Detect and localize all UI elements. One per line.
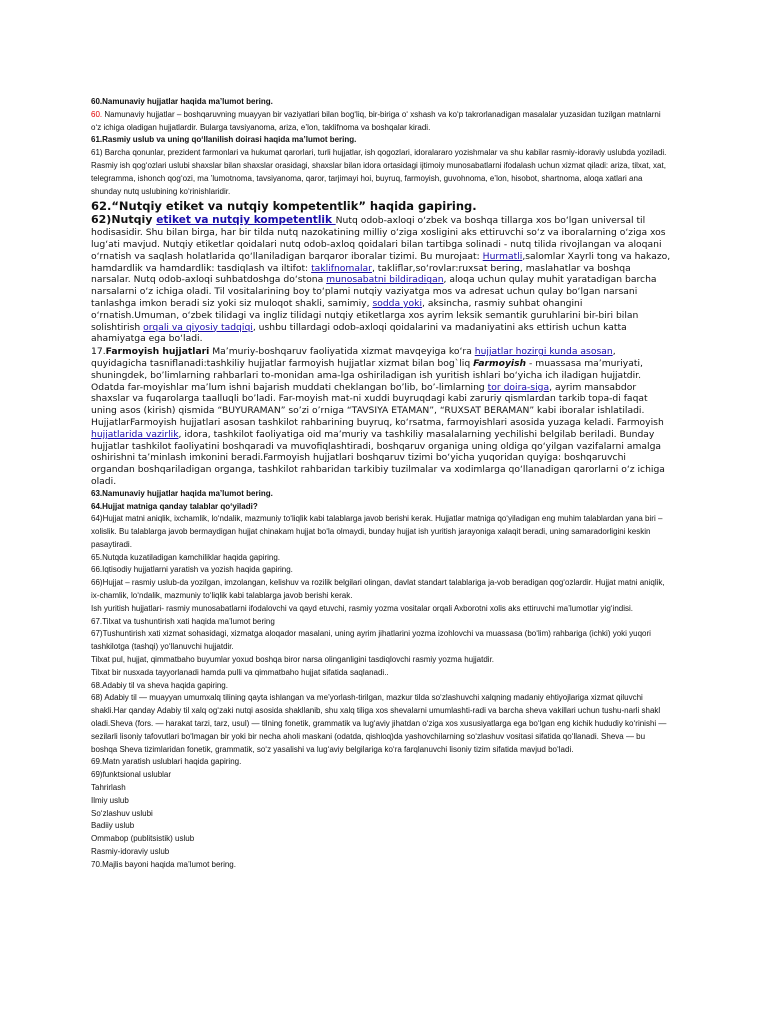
- q69-item: Tahrirlash: [91, 783, 126, 793]
- q17-text-2: , quyidagicha tasniflanadi:tashkiliy hujjatlar farmoyish hujjatlar xizmat bilan bog`liq: [91, 346, 616, 369]
- q69-item: 69)funktsional uslublar: [91, 770, 172, 780]
- q68-answer: 68) Adabiy til — muayyan umumxalq tilining qayta ishlangan va me’yorlash-tirilgan, mazkur tilda so‘zlashuvchi xalqning madaniy ehtiyojlariga xizmat qiluvchi shakli.Har qanday Adabiy til xalq og‘zaki nutqi asosida shakllanib, shu xalq tiliga xos shevalarni umumlashti-radi va barcha sheva vakillari uchun tushu-narli shakl oladi.Sheva (fors. — harakat tarzi, tarz, usul) — tilning fonetik, grammatik va lug‘aviy jihatdan o‘ziga xos xususiyatlarga ega bo‘lgan eng kichik hududiy ko‘rinishi — sezilarli lisoniy tafovutlari bo‘lmagan bir yoki bir necha aholi maskani (odatda, qishloq)da yashovchilarning so‘zlashuv vositasi sifatida qo‘llanadi. Sheva — bu boshqa Sheva tizimlaridan fonetik, grammatik, so‘z yasalishi va lug‘aviy belgilariga ko‘ra farqlanuvchi lisoniy tizim sifatida mavjud bo‘ladi.: [91, 693, 667, 754]
- q62-text-6: , ushbu tillardagi odob-axloqi qoidalarini va madaniyatini aks ettirish uchun katta ahamiyatga ega bo‘ladi.: [91, 321, 627, 345]
- q17-link-hujjatlar[interactable]: hujjatlar hozirgi kunda asosan: [474, 346, 613, 358]
- q69-item: So‘zlashuv uslubi: [91, 808, 153, 818]
- q60-title: 60.Namunaviy hujjatlar haqida ma’lumot bering.: [91, 97, 273, 106]
- q62-text-1: Nutq odob-axloqi o‘zbek va boshqa tillarga xos bo‘lgan universal til hodisasidir. Shu bilan birga, har bir tilda nutq nazokatining milliy o‘ziga xosligini aks ettiruvchi so‘z va iboralarning o‘ziga xos lug‘ati mavjud. Nutqiy etiketlar qoidalari nutq odob-axloq qoidalari bilan tartibga solinadi - nutq tilida rivojlangan va aloqani o‘rnatish va saqlash holatlarida qo‘llaniladigan barqaror iboralar tizimi. Bu murojaat:: [91, 215, 666, 262]
- q69-item: Badiiy uslub: [91, 821, 135, 831]
- q69-item: Rasmiy-idoraviy uslub: [91, 847, 170, 857]
- q66-answer-1: 66)Hujjat – rasmiy uslub-da yozilgan, imzolangan, kelishuv va rozilik belgilari olingan, davlat standart talablariga ja-vob beradigan qog‘ozlardir. Hujjat matni aniqlik, ix-chamlik, lo‘ndalik, mazmuniy to‘liqlik kabi talablarga javob berishi kerak.: [91, 578, 665, 601]
- q62-prefix: 62)Nutqiy: [91, 213, 157, 227]
- q62-text-2: ,salomlar Xayrli tong va hakazo, hamdardlik va hamdardlik: tasdiqlash va iltifot:: [91, 250, 671, 274]
- q62-title: 62.“Nutqiy etiket va nutqiy kompetentlik” haqida gapiring.: [91, 199, 477, 214]
- q62-text-3: , takliflar,so‘rovlar:ruxsat bering, maslahatlar va boshqa narsalar. Nutq odob-axloqi suhbatdoshga do‘stona: [91, 262, 631, 286]
- q70-title: 70.Majlis bayoni haqida ma’lumot bering.: [91, 859, 236, 869]
- document-page: [91, 96, 671, 872]
- q66-answer-2: Ish yuritish hujjatlari- rasmiy munosabatlarni ifodalovchi va qayd etuvchi, rasmiy yozma vositalar orqali Axborotni xolis aks ettiruvchi ma’lumotlar yig‘indisi.: [91, 603, 633, 613]
- q62-text-4: , aloqa uchun qulay muhit yaratadigan barcha narsalarni o‘z ichiga oladi. Til vositalarining boy to‘plami nutqiy vaziyatga mos va adresat uchun qulay bo‘lgan narsani tanlashga imkon beradi siz yoki siz muloqot shakli, samimiy,: [91, 274, 657, 309]
- q60-text: Namunaviy hujjatlar – boshqaruvning muayyan bir vaziyatlari bilan bog‘liq, bir-biriga o‘ xshash va ko‘p takrorlanadigan masalalar yuzasidan tuzilgan matnlarni o‘z ichiga oladigan hujjatlardir. Bularga tavsiyanoma, ariza, e’lon, taklifnoma va boshqalar kiradi.: [91, 109, 661, 132]
- q17-number: 17.: [91, 346, 106, 358]
- q62-link-munosabatni[interactable]: munosabatni bildiradigan: [326, 274, 444, 286]
- q17-text-3: - muassasa ma’muriyati, shuningdek, bo’limlarning rahbarlari to-monidan ama-lga oshiriladigan іsh yuritish іshlari bo‘yicha іch іladigan hujjatdir. Odatda far-moyishlar ma’lum ishni bajarish muddati cheklangan bo’lib, bo’-limlarning: [91, 357, 643, 393]
- q17-link-vazirlik[interactable]: hujjatlarida vazirlik: [91, 428, 179, 440]
- q69-item: Ommabop (publitsistik) uslub: [91, 834, 195, 844]
- q67-title: 67.Tilxat va tushuntirish xati haqida ma’lumot bering: [91, 616, 275, 626]
- q64-answer: 64)Hujjat matni aniqlik, ixchamlik, lo‘ndalik, mazmuniy to‘liqlik kabi talablarga javob berishi kerak. Hujjatlar matniga qo‘yiladigan eng muhim talablardan yana biri – xolislik. Bu talablarga javob bermaydigan hujjat chinakam hujjat bo‘la olmaydi, bunday hujjat ish yuritish jarayoniga xalaqit beradi, uning samaradorligini keskin pasaytiradi.: [91, 514, 663, 549]
- q62-text-5: , aksincha, rasmiy suhbat ohangini o‘rnatish.Umuman, o‘zbek tilidagi va ingliz tilidagi nutqiy etiketlarga xos ayrim leksik semantik guruhlarini bir-biri bilan solishtirish: [91, 297, 639, 333]
- q61-answer: 61) Barcha qonunlar, prezident farmonlari va hukumat qarorlari, turli hujjatlar, ish qogozlari, idoralararo yozishmalar va shu kabilar rasmiy-idoraviy uslubda yoziladi. Rasmiy ish qog‘ozlari uslubi shaxslar bilan shaxslar orasidagi, shaxslar bilan idora ortasidagi ijtimoiy munosabatlarni ifodalash uchun xizmat qiladi: ariza, tilxat, xat, telegramma, ishonch qog‘ozi, ma ’lumotnoma, tavsiyanoma, qaror, tarjimayi hoi, buyruq, farmoyish, guvohnoma, e’lon, hisobot, shartnoma, aloqa xatlari ana shunday nutq uslubining ko‘rinishlaridir.: [91, 148, 667, 196]
- q67-answer-3: Tilxat bir nusxada tayyorlanadi hamda pulli va qimmatbaho hujjat sifatida saqlanadi..: [91, 667, 389, 677]
- q67-answer-1: 67)Tushuntirish xati xizmat sohasidagi, xizmatga aloqador masalani, uning ayrim jihatlarini yozma izohlovchi va muassasa (bo‘lim) rahbariga (ichki) yoki yuqori tashkilotga (tashqi) yo‘llanuvchi hujjatdir.: [91, 629, 651, 652]
- q63-title: 63.Namunaviy hujjatlar haqida ma’lumot bering.: [91, 488, 273, 498]
- q62-link-orqali[interactable]: orqali va qiyosiy tadqiqi: [143, 321, 253, 333]
- q62-link-taklifnomalar[interactable]: taklifnomalar: [311, 262, 372, 274]
- q60-number: 60.: [91, 109, 103, 119]
- q17-heading: Farmoyish hujjatlari: [105, 346, 210, 358]
- q62-answer: [91, 214, 671, 345]
- q17-text-1: Ma’muriy-boshqaruv faoliyatida xizmat mavqeyiga ko‘ra: [209, 346, 475, 358]
- q67-answer-2: Tilxat pul, hujjat, qimmatbaho buyumlar yoxud boshqa biror narsa olinganligini tasdiqlovchi rasmiy yozma hujjatdir.: [91, 655, 495, 665]
- q17-emphasis: Farmoyish: [473, 357, 527, 369]
- q62-link-hurmatli[interactable]: Hurmatli: [482, 250, 523, 262]
- q65-title: 65.Nutqda kuzatiladigan kamchiliklar haqida gapiring.: [91, 552, 281, 562]
- q68-title: 68.Adabiy til va sheva haqida gapiring.: [91, 680, 228, 690]
- q17-text-5: , idora, tashkilot faoliyatiga oid ma’muriy va tashkiliy masalalarning yechilishi belgilab beriladi. Bunday hujjatlar tashkilot faoliyatini boshqaradi va muvofiqlashtiradi, boshqaruv organiga uning oldiga qo‘yilgan vazifalarni amalga oshirishni ta’minlash imkonini beradi.Farmoyish hujjatlari boshqaruv tizimi bo‘yicha yuqoridan quyiga: boshqaruvchi organdan boshqariladigan organga, tashkilot rahbaridan tarkibiy tuzilmalar va xodimlarga qo‘llanadigan qarorlarni o‘z ichiga oladi.: [91, 428, 665, 487]
- q69-title: 69.Matn yaratish uslublari haqida gapiring.: [91, 757, 242, 767]
- q69-item: Ilmiy uslub: [91, 795, 129, 805]
- q64-title: 64.Hujjat matniga qanday talablar qo‘yiladi?: [91, 501, 258, 511]
- q66-title: 66.Iqtisodiy hujjatlarni yaratish va yozish haqida gapiring.: [91, 565, 293, 575]
- q17-link-tor-doira[interactable]: tor doira-siga: [487, 381, 550, 393]
- q17-text-4: , ayrim mansabdor shaxslar va fuqarolarga taalluqli bo’ladi. Far-moyish mat-ni xuddi buyruqdagi kabi zaruriy qismlardan tarkib topa-di faqat uning asos (kirish) qismida “BUYURAMAN” so’zi o’rniga “TAVSIYA ETAMAN”, “RUXSAT BERAMAN” kabi iboralar ishlatiladi. HujjatlarFarmoyish hujjatlari asosan tashkilot rahbarining buyruq, ko‘rsatma, farmoyishlari asosida yuzaga keladi. Farmoyish: [91, 381, 664, 428]
- q61-title: 61.Rasmiy uslub va uning qo‘llanilish doirasi haqida ma’lumot bering.: [91, 135, 357, 145]
- q17-answer: [91, 346, 671, 488]
- q62-link-etiket[interactable]: etiket va nutqiy kompetentlik: [156, 214, 336, 227]
- q60-answer: [91, 109, 671, 135]
- q62-link-sodda[interactable]: sodda yoki: [372, 297, 422, 309]
